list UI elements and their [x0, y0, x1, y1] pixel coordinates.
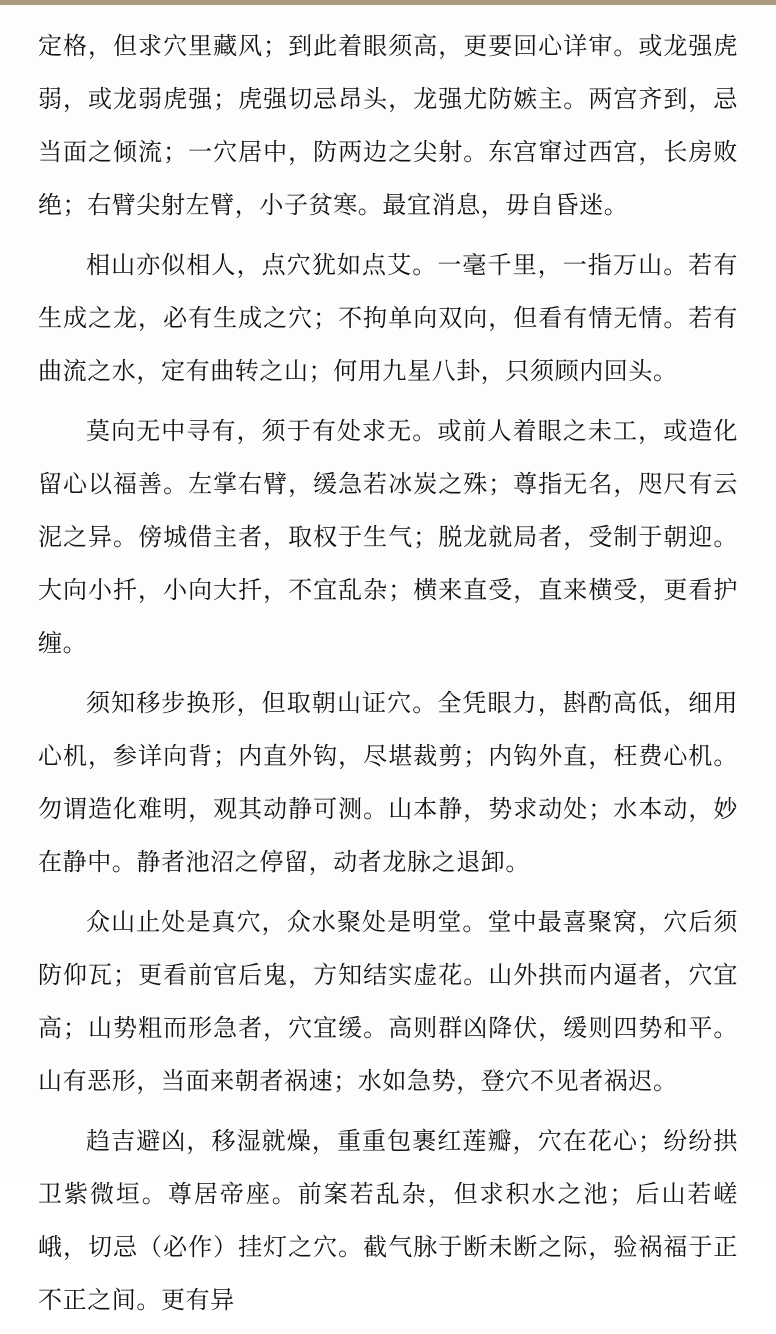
paragraph-4: 须知移步换形，但取朝山证穴。全凭眼力，斟酌高低，细用心机，参详向背；内直外钩，尽堪裁剪；内钩外直，枉费心机。勿谓造化难明，观其动静可测。山本静，势求动处；水本动，妙在静中。静者池沼之停留，动者龙脉之退卸。	[38, 689, 738, 876]
paragraph-3: 莫向无中寻有，须于有处求无。或前人着眼之未工，或造化留心以福善。左掌右臂，缓急若冰炭之殊；尊指无名，咫尺有云泥之异。傍城借主者，取权于生气；脱龙就局者，受制于朝迎。大向小扦，小向大扦，不宜乱杂；横来直受，直来横受，更看护缠。	[38, 417, 738, 657]
paragraph-5: 众山止处是真穴，众水聚处是明堂。堂中最喜聚窝，穴后须防仰瓦；更看前官后鬼，方知结实虚花。山外拱而内逼者，穴宜高；山势粗而形急者，穴宜缓。高则群凶降伏，缓则四势和平。山有恶形，当面来朝者祸速；水如急势，登穴不见者祸迟。	[38, 908, 738, 1095]
paragraph-6: 趋吉避凶，移湿就燥，重重包裹红莲瓣，穴在花心；纷纷拱卫紫微垣。尊居帝座。前案若乱杂，但求积水之池；后山若嵯峨，切忌（必作）挂灯之穴。截气脉于断未断之际，验祸福于正不正之间。更有异	[38, 1127, 738, 1314]
paragraph-1: 定格，但求穴里藏风；到此着眼须高，更要回心详审。或龙强虎弱，或龙弱虎强；虎强切忌昂头，龙强尤防嫉主。两宫齐到，忌当面之倾流；一穴居中，防两边之尖射。东宫窜过西宫，长房败绝；右臂尖射左臂，小子贫寒。最宜消息，毋自昏迷。	[38, 32, 738, 219]
top-border	[0, 0, 776, 5]
text-body	[38, 20, 738, 1334]
paragraph-2: 相山亦似相人，点穴犹如点艾。一毫千里，一指万山。若有生成之龙，必有生成之穴；不拘单向双向，但看有情无情。若有曲流之水，定有曲转之山；何用九星八卦，只须顾内回头。	[38, 251, 738, 385]
